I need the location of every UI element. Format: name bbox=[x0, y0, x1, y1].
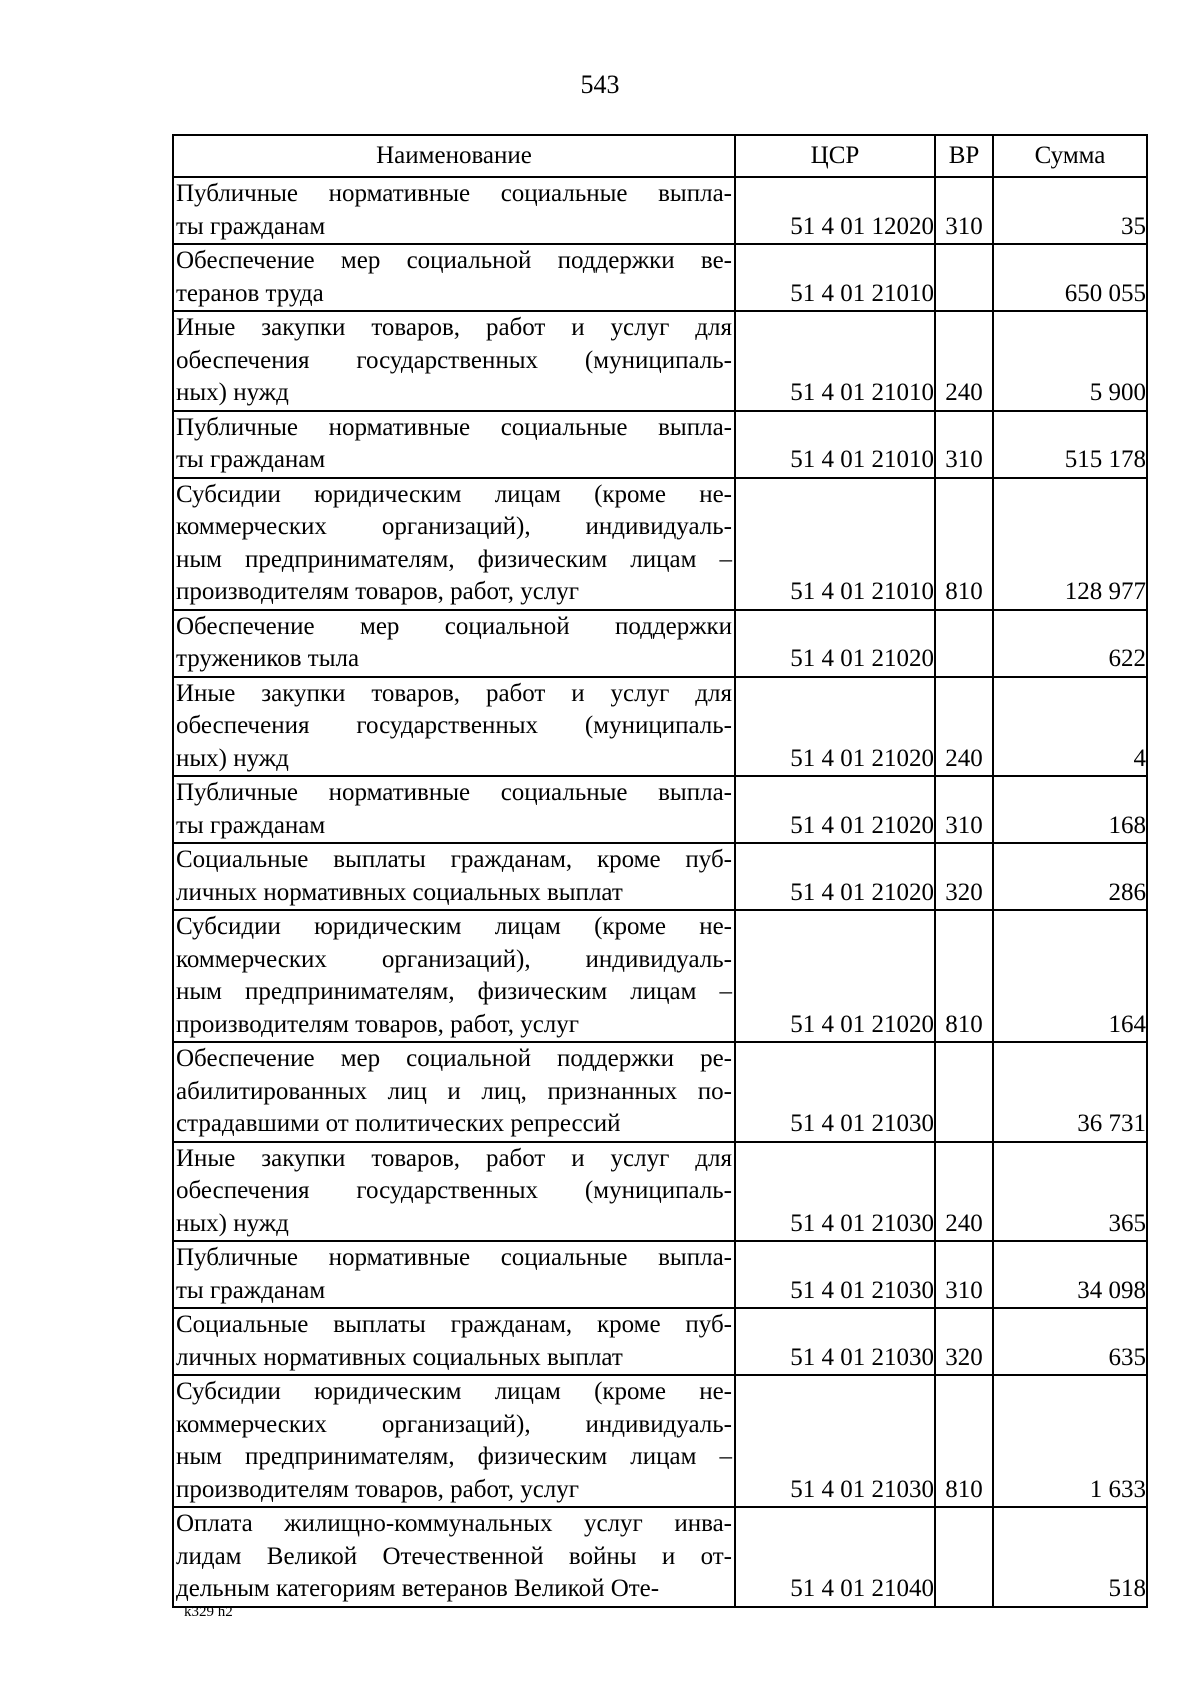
row-sum: 622 bbox=[993, 610, 1147, 677]
row-name bbox=[173, 1142, 735, 1242]
row-vr: 310 bbox=[935, 411, 993, 478]
row-name bbox=[173, 843, 735, 910]
name-line: ным предпринимателям, физическим лицам – bbox=[176, 545, 732, 573]
name-line: Субсидии юридическим лицам (кроме не- bbox=[176, 913, 732, 940]
name-line: Иные закупки товаров, работ и услуг для bbox=[176, 1144, 732, 1172]
table-row bbox=[173, 1042, 1147, 1142]
row-sum: 36 731 bbox=[993, 1042, 1147, 1142]
row-sum: 365 bbox=[993, 1142, 1147, 1242]
row-sum: 1 633 bbox=[993, 1375, 1147, 1507]
table-row bbox=[173, 244, 1147, 311]
row-csr: 51 4 01 21020 bbox=[735, 610, 935, 677]
row-sum: 128 977 bbox=[993, 478, 1147, 610]
table-row bbox=[173, 411, 1147, 478]
table-row bbox=[173, 1308, 1147, 1375]
row-csr: 51 4 01 21020 bbox=[735, 677, 935, 777]
row-sum: 34 098 bbox=[993, 1241, 1147, 1308]
name-line: Иные закупки товаров, работ и услуг для bbox=[176, 679, 732, 707]
table-row bbox=[173, 610, 1147, 677]
row-vr: 320 bbox=[935, 1308, 993, 1375]
row-csr: 51 4 01 21030 bbox=[735, 1375, 935, 1507]
row-sum: 518 bbox=[993, 1507, 1147, 1607]
name-line: Обеспечение мер социальной поддержки bbox=[176, 612, 732, 640]
row-csr: 51 4 01 21010 bbox=[735, 311, 935, 411]
name-line: ты гражданам bbox=[176, 811, 326, 839]
row-vr: 810 bbox=[935, 910, 993, 1042]
row-name bbox=[173, 311, 735, 411]
name-line: ных) нужд bbox=[176, 379, 289, 406]
name-line: ных) нужд bbox=[176, 1209, 289, 1237]
row-name bbox=[173, 1241, 735, 1308]
table-row bbox=[173, 1241, 1147, 1308]
header-sum: Сумма bbox=[993, 135, 1147, 177]
row-name bbox=[173, 244, 735, 311]
table-row bbox=[173, 478, 1147, 610]
name-line: Социальные выплаты гражданам, кроме пуб- bbox=[176, 1311, 732, 1338]
name-line: коммерческих организаций), индивидуаль- bbox=[176, 945, 732, 973]
row-vr: 810 bbox=[935, 1375, 993, 1507]
row-sum: 168 bbox=[993, 776, 1147, 843]
name-line: Публичные нормативные социальные выпла- bbox=[176, 180, 732, 207]
name-line: Публичные нормативные социальные выпла- bbox=[176, 779, 732, 806]
table-header-row bbox=[173, 135, 1147, 177]
row-vr: 240 bbox=[935, 1142, 993, 1242]
name-line: ных) нужд bbox=[176, 744, 289, 772]
table-row bbox=[173, 1375, 1147, 1507]
name-line: Публичные нормативные социальные выпла- bbox=[176, 1244, 732, 1271]
footer-code: k329 h2 bbox=[184, 1604, 233, 1620]
name-line: ным предпринимателям, физическим лицам – bbox=[176, 978, 732, 1005]
row-sum: 635 bbox=[993, 1308, 1147, 1375]
name-line: производителям товаров, работ, услуг bbox=[176, 1475, 580, 1503]
row-sum: 5 900 bbox=[993, 311, 1147, 411]
row-sum: 35 bbox=[993, 177, 1147, 244]
name-line: лидам Великой Отечественной войны и от- bbox=[176, 1542, 732, 1570]
row-vr: 320 bbox=[935, 843, 993, 910]
table-row bbox=[173, 677, 1147, 777]
row-csr: 51 4 01 21030 bbox=[735, 1142, 935, 1242]
name-line: коммерческих организаций), индивидуаль- bbox=[176, 1410, 732, 1438]
row-vr: 310 bbox=[935, 177, 993, 244]
name-line: обеспечения государственных (муниципаль- bbox=[176, 346, 732, 374]
row-vr bbox=[935, 244, 993, 311]
name-line: обеспечения государственных (муниципаль- bbox=[176, 1177, 732, 1204]
row-sum: 164 bbox=[993, 910, 1147, 1042]
row-vr: 810 bbox=[935, 478, 993, 610]
row-csr: 51 4 01 21020 bbox=[735, 776, 935, 843]
row-csr: 51 4 01 21010 bbox=[735, 478, 935, 610]
name-line: ты гражданам bbox=[176, 212, 326, 240]
row-csr: 51 4 01 21040 bbox=[735, 1507, 935, 1607]
row-csr: 51 4 01 21020 bbox=[735, 910, 935, 1042]
table-row bbox=[173, 1142, 1147, 1242]
row-name bbox=[173, 910, 735, 1042]
row-vr bbox=[935, 1507, 993, 1607]
row-name bbox=[173, 610, 735, 677]
name-line: Субсидии юридическим лицам (кроме не- bbox=[176, 480, 732, 508]
row-name bbox=[173, 677, 735, 777]
header-name: Наименование bbox=[173, 135, 735, 177]
name-line: обеспечения государственных (муниципаль- bbox=[176, 712, 732, 739]
table-row bbox=[173, 1507, 1147, 1607]
name-line: Социальные выплаты гражданам, кроме пуб- bbox=[176, 846, 732, 873]
name-line: Обеспечение мер социальной поддержки ве- bbox=[176, 247, 732, 274]
name-line: личных нормативных социальных выплат bbox=[176, 1343, 623, 1371]
table-row bbox=[173, 776, 1147, 843]
name-line: Оплата жилищно-коммунальных услуг инва- bbox=[176, 1510, 732, 1537]
name-line: Публичные нормативные социальные выпла- bbox=[176, 413, 732, 441]
row-sum: 4 bbox=[993, 677, 1147, 777]
budget-table bbox=[172, 134, 1148, 1608]
table-row bbox=[173, 177, 1147, 244]
row-sum: 650 055 bbox=[993, 244, 1147, 311]
header-csr: ЦСР bbox=[735, 135, 935, 177]
header-vr: ВР bbox=[935, 135, 993, 177]
name-line: производителям товаров, работ, услуг bbox=[176, 1010, 580, 1038]
table-row bbox=[173, 910, 1147, 1042]
row-name bbox=[173, 478, 735, 610]
name-line: страдавшими от политических репрессий bbox=[176, 1110, 621, 1137]
row-name bbox=[173, 1375, 735, 1507]
row-sum: 286 bbox=[993, 843, 1147, 910]
table-row bbox=[173, 843, 1147, 910]
row-csr: 51 4 01 21030 bbox=[735, 1241, 935, 1308]
name-line: Обеспечение мер социальной поддержки ре- bbox=[176, 1045, 732, 1072]
row-vr: 240 bbox=[935, 677, 993, 777]
row-name bbox=[173, 776, 735, 843]
row-csr: 51 4 01 21030 bbox=[735, 1308, 935, 1375]
row-sum: 515 178 bbox=[993, 411, 1147, 478]
name-line: дельным категориям ветеранов Великой Оте- bbox=[176, 1575, 660, 1602]
row-vr: 310 bbox=[935, 776, 993, 843]
row-name bbox=[173, 1507, 735, 1607]
row-vr: 310 bbox=[935, 1241, 993, 1308]
row-vr bbox=[935, 610, 993, 677]
row-name bbox=[173, 177, 735, 244]
row-name bbox=[173, 1308, 735, 1375]
name-line: ты гражданам bbox=[176, 1276, 326, 1304]
table-row bbox=[173, 311, 1147, 411]
name-line: личных нормативных социальных выплат bbox=[176, 878, 623, 906]
row-name bbox=[173, 1042, 735, 1142]
name-line: Иные закупки товаров, работ и услуг для bbox=[176, 314, 732, 341]
name-line: тружеников тыла bbox=[176, 645, 360, 672]
page-number: 543 bbox=[580, 70, 620, 99]
row-vr: 240 bbox=[935, 311, 993, 411]
row-vr bbox=[935, 1042, 993, 1142]
row-name bbox=[173, 411, 735, 478]
name-line: абилитированных лиц и лиц, признанных по- bbox=[176, 1077, 732, 1105]
row-csr: 51 4 01 12020 bbox=[735, 177, 935, 244]
name-line: теранов труда bbox=[176, 279, 324, 307]
name-line: производителям товаров, работ, услуг bbox=[176, 578, 580, 605]
name-line: коммерческих организаций), индивидуаль- bbox=[176, 513, 732, 540]
name-line: Субсидии юридическим лицам (кроме не- bbox=[176, 1378, 732, 1405]
name-line: ты гражданам bbox=[176, 446, 326, 473]
row-csr: 51 4 01 21010 bbox=[735, 411, 935, 478]
row-csr: 51 4 01 21020 bbox=[735, 843, 935, 910]
row-csr: 51 4 01 21010 bbox=[735, 244, 935, 311]
name-line: ным предпринимателям, физическим лицам – bbox=[176, 1443, 732, 1470]
row-csr: 51 4 01 21030 bbox=[735, 1042, 935, 1142]
